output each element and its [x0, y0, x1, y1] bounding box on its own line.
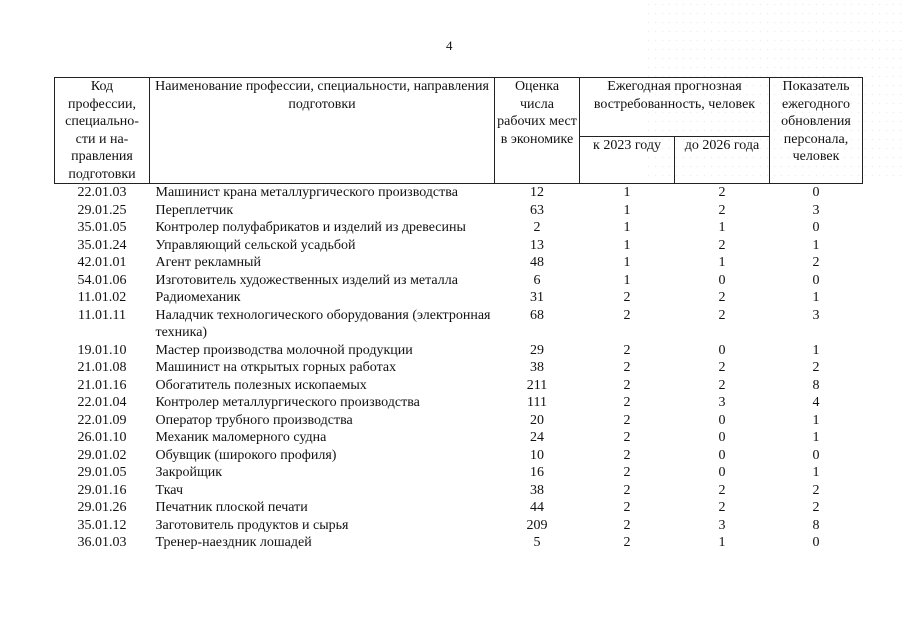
row-name [150, 482, 495, 500]
row-renewal: 2 [812, 360, 820, 375]
row-forecast-2026: 1 [718, 535, 726, 550]
row-name [150, 499, 495, 517]
row-forecast-2026: 2 [718, 307, 726, 323]
row-jobs: 63 [530, 202, 544, 218]
row-jobs: 16 [530, 465, 544, 480]
row-jobs: 12 [530, 185, 544, 200]
table-row [55, 482, 863, 500]
row-forecast-2026: 2 [718, 202, 726, 218]
table-header [55, 78, 863, 184]
table-body [55, 184, 863, 552]
row-name [150, 464, 495, 482]
row-forecast-2023: 2 [623, 360, 631, 375]
table-row [55, 464, 863, 482]
row-name [150, 429, 495, 447]
row-forecast-2026: 2 [718, 482, 726, 498]
table-row [55, 342, 863, 360]
row-code: 54.01.06 [77, 272, 127, 288]
row-code: 26.01.10 [77, 430, 127, 445]
row-name-text: Заготовитель продуктов и сырья [155, 517, 349, 533]
row-forecast-2026: 2 [718, 360, 726, 375]
row-code: 22.01.09 [77, 412, 127, 428]
forecast-table-container [54, 77, 863, 552]
row-forecast-2023: 2 [623, 465, 631, 480]
row-name [150, 342, 495, 360]
row-forecast-2023: 2 [623, 482, 631, 498]
row-renewal: 8 [812, 517, 820, 533]
row-name-text: Машинист на открытых горных работах [155, 360, 397, 375]
row-forecast-2023: 2 [623, 447, 631, 463]
row-jobs: 38 [530, 360, 544, 375]
table-row [55, 289, 863, 307]
row-name-text: Наладчик технологического оборудования (электронная техника) [155, 307, 491, 340]
row-code: 21.01.16 [77, 377, 127, 393]
row-jobs: 24 [530, 430, 544, 445]
table-row [55, 202, 863, 220]
row-renewal: 4 [812, 395, 820, 410]
table-row [55, 447, 863, 465]
row-name-text: Печатник плоской печати [155, 500, 308, 515]
forecast-table [54, 77, 863, 552]
table-row [55, 237, 863, 255]
row-forecast-2026: 1 [718, 255, 726, 270]
row-code: 29.01.26 [77, 500, 127, 515]
row-jobs: 10 [530, 447, 544, 463]
row-name-text: Обувщик (широкого профиля) [155, 447, 337, 463]
row-name [150, 447, 495, 465]
row-forecast-2026: 2 [718, 185, 726, 200]
row-name-text: Контролер металлургического производства [155, 395, 420, 410]
row-renewal: 0 [812, 272, 820, 288]
row-code: 21.01.08 [77, 360, 127, 375]
table-row [55, 359, 863, 377]
row-jobs: 6 [533, 272, 541, 288]
table-row [55, 184, 863, 202]
row-code: 11.01.02 [77, 290, 127, 305]
row-jobs: 5 [533, 535, 541, 550]
row-name [150, 377, 495, 395]
row-forecast-2023: 1 [623, 220, 631, 235]
row-name [150, 202, 495, 220]
row-jobs: 38 [530, 482, 544, 498]
row-forecast-2026: 0 [718, 412, 726, 428]
row-code: 29.01.25 [77, 202, 127, 218]
table-row [55, 412, 863, 430]
row-renewal: 1 [812, 237, 820, 253]
page-number: 4 [446, 38, 453, 53]
row-name [150, 534, 495, 552]
row-forecast-2026: 0 [718, 447, 726, 463]
row-renewal: 3 [812, 307, 820, 323]
row-forecast-2023: 2 [623, 377, 631, 393]
table-row [55, 307, 863, 342]
header-code: Код профессии, специально-сти и на-правления подготовки [55, 78, 150, 184]
row-jobs: 211 [526, 377, 548, 393]
row-renewal: 2 [812, 255, 820, 270]
row-forecast-2026: 3 [718, 517, 726, 533]
row-name-text: Управляющий сельской усадьбой [155, 237, 356, 253]
header-renewal: Показатель ежегодного обновления персонала, человек [770, 78, 863, 184]
row-renewal: 8 [812, 377, 820, 393]
row-name-text: Оператор трубного производства [155, 412, 353, 428]
row-code: 42.01.01 [77, 255, 127, 270]
row-name [150, 272, 495, 290]
row-name [150, 307, 495, 342]
row-renewal: 1 [812, 430, 820, 445]
row-forecast-2026: 3 [718, 395, 726, 410]
table-row [55, 534, 863, 552]
row-forecast-2023: 1 [623, 202, 631, 218]
row-jobs: 20 [530, 412, 544, 428]
row-forecast-2023: 2 [623, 412, 631, 428]
row-forecast-2026: 2 [718, 377, 726, 393]
row-name-text: Обогатитель полезных ископаемых [155, 377, 367, 393]
row-forecast-2026: 1 [718, 220, 726, 235]
row-forecast-2026: 0 [718, 342, 726, 358]
row-code: 29.01.02 [77, 447, 127, 463]
header-name: Наименование профессии, специальности, направления подготовки [150, 78, 495, 184]
row-name-text: Переплетчик [155, 202, 234, 218]
row-code: 22.01.04 [77, 395, 127, 410]
row-renewal: 0 [812, 220, 820, 235]
table-row [55, 219, 863, 237]
row-name [150, 219, 495, 237]
row-jobs: 48 [530, 255, 544, 270]
row-name [150, 184, 495, 202]
row-name-text: Контролер полуфабрикатов и изделий из древесины [155, 220, 466, 235]
row-jobs: 13 [530, 237, 544, 253]
row-forecast-2026: 2 [718, 237, 726, 253]
row-jobs: 209 [526, 517, 548, 533]
table-row [55, 272, 863, 290]
row-renewal: 1 [812, 342, 820, 358]
row-forecast-2023: 2 [623, 342, 631, 358]
row-jobs: 29 [530, 342, 544, 358]
table-row [55, 394, 863, 412]
row-name-text: Ткач [155, 482, 183, 498]
row-code: 29.01.16 [77, 482, 127, 498]
row-name [150, 394, 495, 412]
row-forecast-2026: 2 [718, 500, 726, 515]
row-renewal: 1 [812, 290, 820, 305]
row-name-text: Механик маломерного судна [155, 430, 327, 445]
header-forecast-2023: к 2023 году [580, 137, 675, 184]
row-renewal: 2 [812, 482, 820, 498]
row-forecast-2026: 0 [718, 465, 726, 480]
row-jobs: 44 [530, 500, 544, 515]
row-jobs: 2 [533, 220, 541, 235]
row-code: 36.01.03 [77, 535, 127, 550]
row-renewal: 0 [812, 185, 820, 200]
row-forecast-2026: 0 [718, 430, 726, 445]
row-name-text: Агент рекламный [155, 255, 261, 270]
row-name [150, 412, 495, 430]
row-code: 19.01.10 [77, 342, 127, 358]
header-jobs: Оценка числа рабочих мест в экономике [495, 78, 580, 184]
table-row [55, 429, 863, 447]
row-code: 22.01.03 [77, 185, 127, 200]
row-jobs: 68 [530, 307, 544, 323]
row-name [150, 359, 495, 377]
row-forecast-2023: 1 [623, 185, 631, 200]
table-row [55, 499, 863, 517]
row-code: 35.01.24 [77, 237, 127, 253]
row-renewal: 0 [812, 535, 820, 550]
row-jobs: 31 [530, 290, 544, 305]
row-code: 35.01.12 [77, 517, 127, 533]
row-forecast-2023: 2 [623, 290, 631, 305]
row-forecast-2023: 2 [623, 517, 631, 533]
row-jobs: 111 [527, 395, 547, 410]
row-forecast-2023: 1 [623, 255, 631, 270]
row-forecast-2023: 1 [623, 237, 631, 253]
row-renewal: 3 [812, 202, 820, 218]
header-forecast-2026: до 2026 года [675, 137, 770, 184]
row-renewal: 1 [812, 412, 820, 428]
row-renewal: 1 [812, 465, 820, 480]
row-name-text: Тренер-наездник лошадей [155, 535, 312, 550]
row-forecast-2023: 2 [623, 500, 631, 515]
row-code: 11.01.11 [78, 307, 126, 323]
row-forecast-2023: 2 [623, 535, 631, 550]
row-name-text: Радиомеханик [155, 290, 241, 305]
row-renewal: 0 [812, 447, 820, 463]
row-name-text: Закройщик [155, 465, 223, 480]
row-forecast-2023: 2 [623, 307, 631, 323]
row-renewal: 2 [812, 500, 820, 515]
row-name [150, 289, 495, 307]
row-name-text: Мастер производства молочной продукции [155, 342, 413, 358]
table-row [55, 517, 863, 535]
table-row [55, 254, 863, 272]
row-forecast-2023: 1 [623, 272, 631, 288]
row-forecast-2023: 2 [623, 430, 631, 445]
row-name-text: Машинист крана металлургического производства [155, 185, 458, 200]
row-code: 35.01.05 [77, 220, 127, 235]
row-name [150, 517, 495, 535]
row-code: 29.01.05 [77, 465, 127, 480]
row-name-text: Изготовитель художественных изделий из металла [155, 272, 458, 288]
row-forecast-2026: 2 [718, 290, 726, 305]
row-forecast-2023: 2 [623, 395, 631, 410]
row-name [150, 237, 495, 255]
table-row [55, 377, 863, 395]
header-forecast-group: Ежегодная прогнозная востребованность, человек [580, 78, 770, 137]
row-name [150, 254, 495, 272]
row-forecast-2026: 0 [718, 272, 726, 288]
